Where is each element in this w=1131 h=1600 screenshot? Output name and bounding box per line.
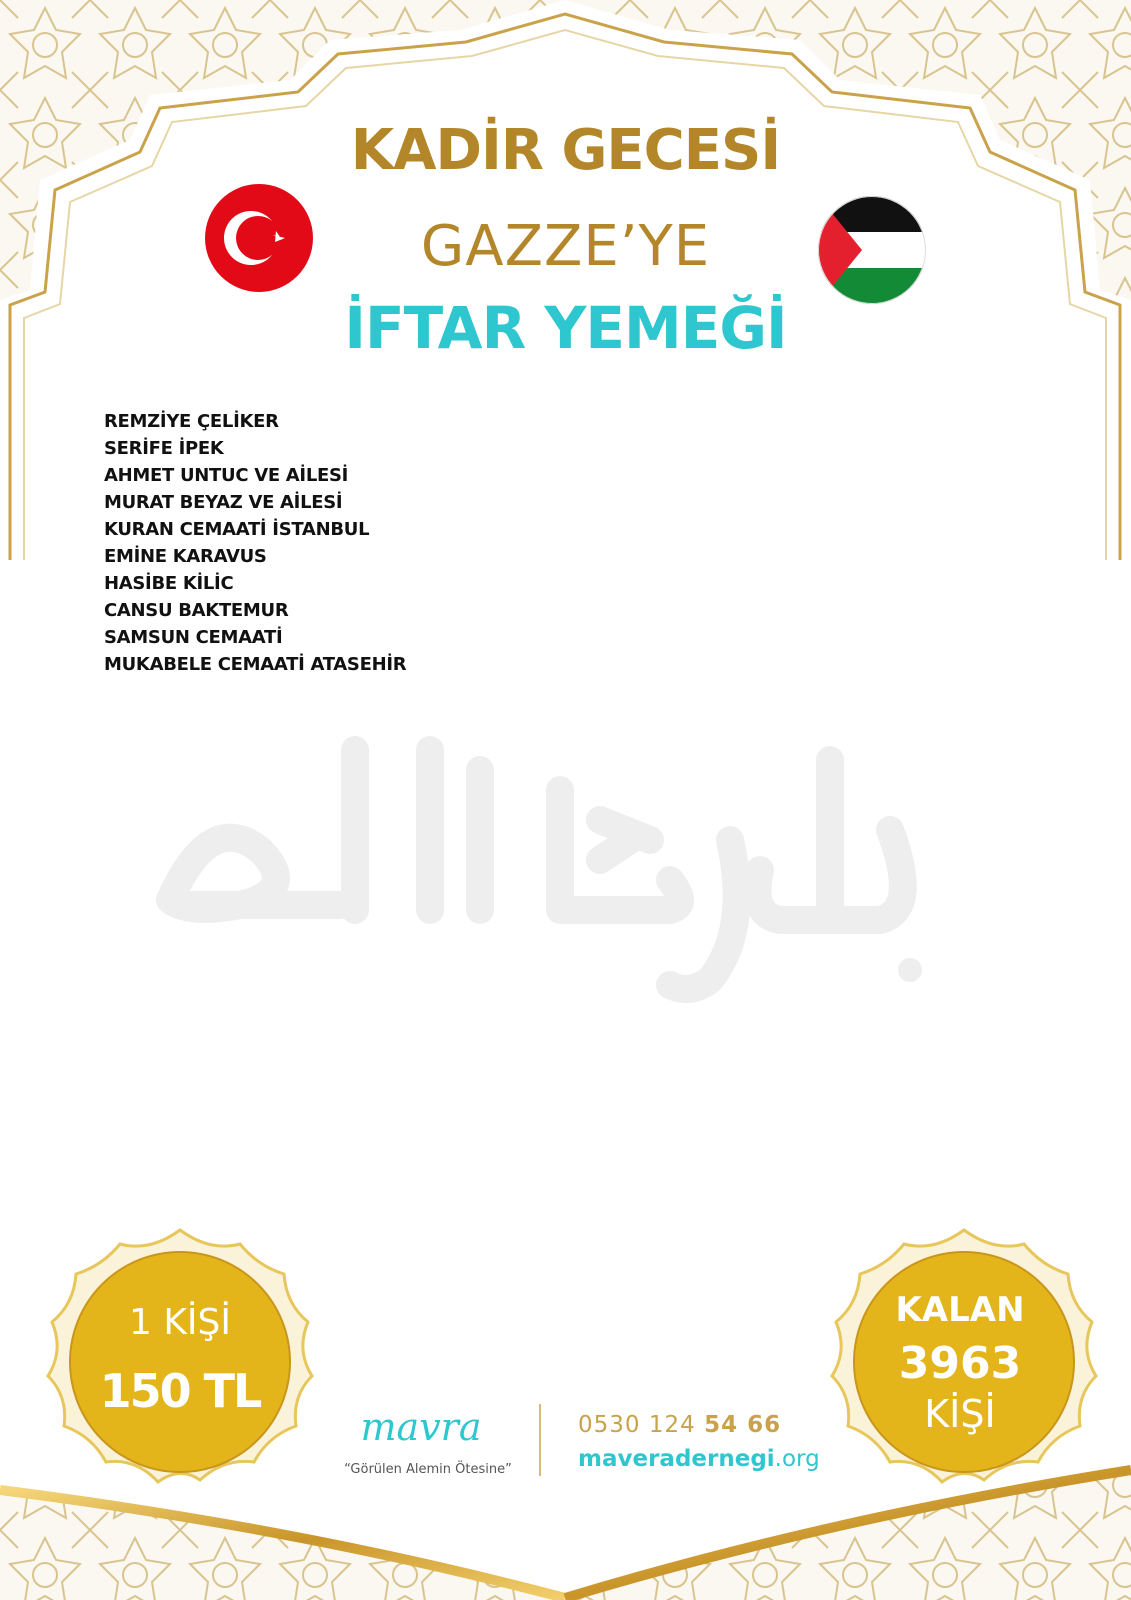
- calligraphy-watermark: [130, 730, 990, 1030]
- price-label: 1 KİŞİ: [128, 1302, 232, 1343]
- remaining-value: 3963: [898, 1338, 1022, 1389]
- donor-list: [104, 408, 406, 678]
- phone-suffix: 54 66: [704, 1412, 782, 1438]
- donor-name: KURAN CEMAATİ İSTANBUL: [104, 519, 370, 540]
- website-link[interactable]: [578, 1446, 820, 1472]
- title-line-3: İFTAR YEMEĞİ: [344, 294, 787, 362]
- donor-name: REMZİYE ÇELİKER: [104, 411, 279, 432]
- donor-name: SAMSUN CEMAATİ: [104, 627, 283, 648]
- donor-name: CANSU BAKTEMUR: [104, 600, 289, 621]
- website-main: maveradernegi: [578, 1446, 775, 1472]
- donor-name: AHMET UNTUC VE AİLESİ: [104, 465, 349, 486]
- slogan: “Görülen Alemin Ötesine”: [344, 1462, 512, 1477]
- phone-prefix: 0530 124: [578, 1412, 705, 1438]
- phone-number: [578, 1412, 781, 1438]
- donor-name: MURAT BEYAZ VE AİLESİ: [104, 492, 343, 513]
- donor-name: EMİNE KARAVUS: [104, 546, 267, 567]
- website-ext: .org: [774, 1446, 820, 1472]
- donor-name: HASİBE KİLİC: [104, 573, 234, 594]
- logo: mavra: [360, 1405, 482, 1449]
- donor-name: SERİFE İPEK: [104, 438, 224, 459]
- remaining-label: KALAN: [895, 1290, 1025, 1330]
- remaining-unit: KİŞİ: [924, 1392, 996, 1436]
- price-badge: [40, 1222, 320, 1502]
- title-line-2: GAZZE’YE: [420, 214, 711, 279]
- title-line-1: KADİR GECESİ: [350, 118, 781, 183]
- price-value: 150 TL: [99, 1364, 261, 1418]
- donor-name: MUKABELE CEMAATİ ATASEHİR: [104, 654, 407, 675]
